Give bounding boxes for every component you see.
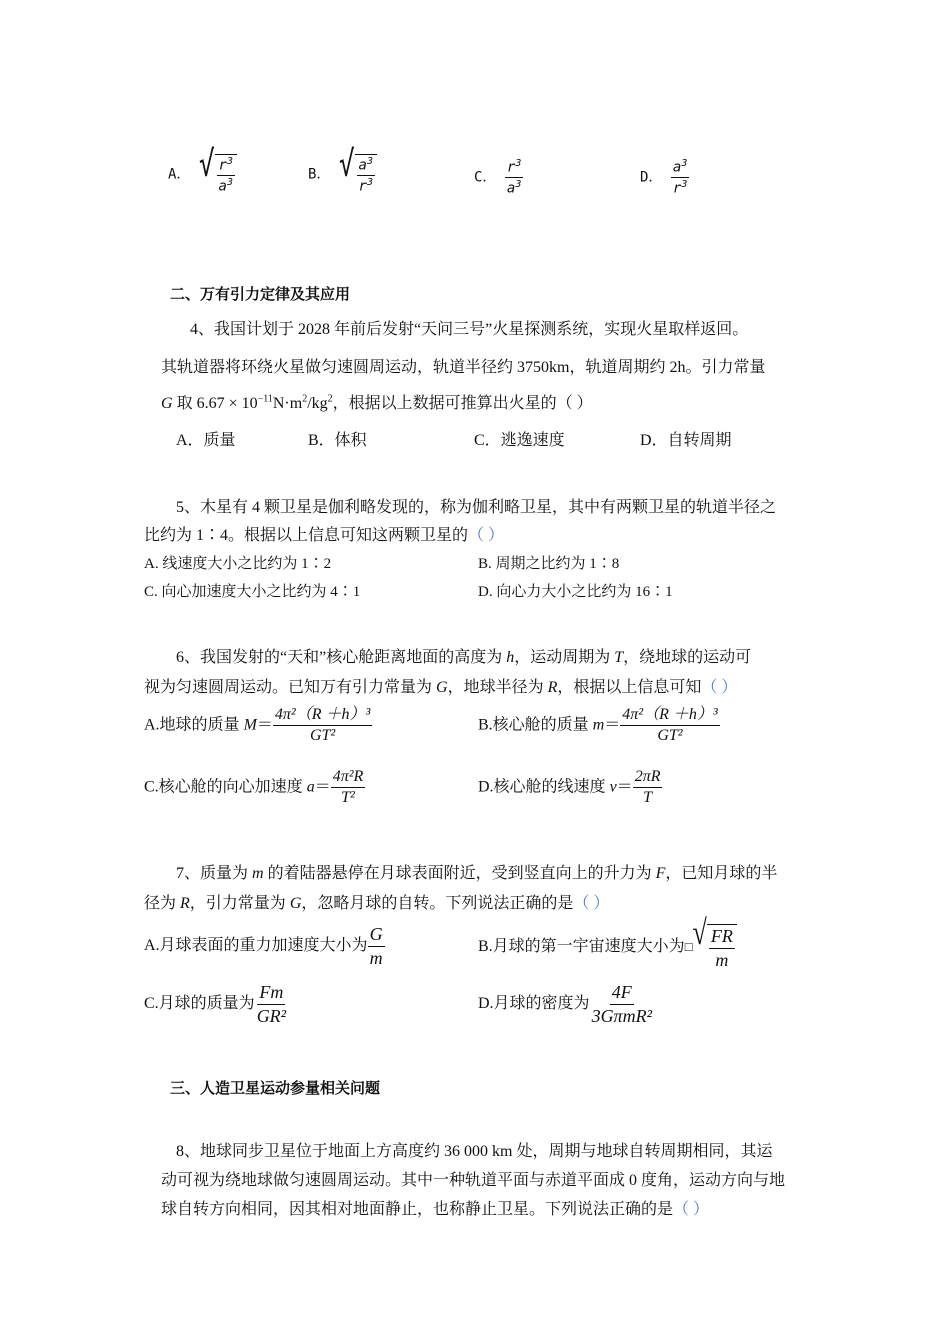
text: ，地球半径为 [447, 679, 548, 696]
denominator: GR² [256, 1005, 287, 1026]
numerator: r [218, 157, 227, 174]
q7-option-b [478, 913, 737, 970]
var-g: G [161, 395, 173, 412]
q6-line2 [144, 674, 737, 697]
exponent: 3 [515, 158, 522, 169]
option-label: C． [474, 169, 497, 186]
denominator: r [672, 180, 682, 197]
placeholder-box: □ [684, 938, 693, 954]
option-text: D.核心舱的线速度 [478, 778, 610, 796]
q7-line1 [176, 860, 777, 883]
exponent: 3 [515, 178, 522, 190]
denominator: T [643, 789, 653, 807]
fraction [590, 982, 654, 1026]
variable: a [306, 778, 315, 796]
section-2-title: 二、万有引力定律及其应用 [170, 285, 351, 303]
text: 取 6.67 × 10 [172, 395, 258, 412]
fraction [255, 982, 288, 1026]
var-r: R [547, 679, 558, 696]
numerator: r [506, 159, 516, 176]
text: ，忽略月球的自转。下列说法正确的是 [301, 895, 574, 912]
sqrt-expression: √ $\frac{FR}{m}$ [693, 924, 737, 970]
option-text: B.核心舱的质量 [478, 716, 593, 734]
q7-line2 [144, 890, 609, 913]
fraction [368, 924, 385, 968]
exponent: 3 [226, 176, 233, 188]
q4-line1: 4、我国计划于 2028 年前后发射“天问三号”火星探测系统，实现火星取样返回。 [190, 321, 749, 338]
q6-option-d: D.核心舱的线速度 v＝ $\frac{2\pi R}{T}$ [478, 768, 661, 807]
q5-option-a: A. 线速度大小之比约为 1∶2 [144, 556, 332, 572]
option-label: D． [640, 169, 663, 186]
option-text: A.地球的质量 [144, 716, 244, 734]
text: ，运动周期为 [514, 649, 615, 666]
q7-option-d [478, 982, 654, 1026]
q8-line1: 8、地球同步卫星位于地面上方高度约 36 000 km 处，周期与地球自转周期相同，其运 [176, 1143, 773, 1160]
denominator: GT² [657, 727, 683, 745]
var-g: G [436, 679, 448, 696]
denominator: GT² [309, 727, 336, 745]
q6-option-a: A.地球的质量 M＝ $\frac{\text{4π²（R ＋h）³}}{\text{GT²}}$ [144, 706, 371, 745]
exponent: 3 [226, 156, 233, 167]
exponent: 3 [366, 176, 373, 188]
option-text: C.月球的质量为 [144, 994, 255, 1012]
numerator: 4π²（R ＋h）³ [620, 706, 719, 726]
var-t: T [614, 649, 624, 666]
variable: M [243, 716, 257, 734]
q8-line3 [161, 1196, 709, 1219]
text: 视为匀速圆周运动。已知万有引力常量为 [144, 679, 437, 696]
q6-line1 [176, 644, 751, 667]
exponent: −11 [257, 393, 273, 405]
q6-option-c: C.核心舱的向心加速度 a＝ $\frac{\text{4π²R}}{\text{T²}}$ [144, 768, 364, 807]
answer-parenthesis: （ ） [673, 1201, 710, 1218]
var-r: R [180, 895, 190, 912]
text: 6、我国发射的“天和”核心舱距离地面的高度为 [176, 649, 507, 666]
exponent: 3 [681, 178, 688, 190]
numerator: 4π²R [331, 768, 366, 788]
option-text: A.月球表面的重力加速度大小为 [144, 936, 368, 954]
text: 7、质量为 [176, 865, 253, 882]
q6-option-b: B.核心舱的质量 m＝ $\frac{\text{4π²（R ＋h）³}}{\text{GT²}}$ [478, 706, 718, 745]
option-text: B.月球的第一宇宙速度大小为 [478, 937, 685, 955]
answer-parenthesis: （ ） [468, 527, 505, 544]
q5-line2 [144, 522, 504, 545]
q4-option-d: D．自转周期 [640, 432, 732, 449]
text: 球自转方向相同，因其相对地面静止，也称静止卫星。下列说法正确的是 [161, 1201, 674, 1218]
numerator: G [368, 924, 385, 947]
var-h: h [506, 649, 515, 666]
fraction [671, 158, 689, 197]
denominator: m [369, 947, 383, 968]
denominator: a [218, 178, 227, 195]
fraction [620, 706, 719, 746]
section-3-title: 三、人造卫星运动参量相关问题 [170, 1079, 381, 1097]
text: ，已知月球的半 [665, 865, 778, 882]
numerator: 2πR [633, 768, 663, 788]
q3-option-d [640, 158, 689, 197]
exponent: 3 [681, 158, 688, 169]
numerator: 4F [610, 982, 634, 1005]
denominator: 3GπmR² [591, 1005, 652, 1026]
q7-option-a [144, 924, 385, 968]
var-m: m [252, 865, 264, 882]
text: 径为 [144, 895, 181, 912]
numerator: 4π²（R ＋h）³ [273, 706, 372, 726]
text: ，绕地球的运动可 [623, 649, 752, 666]
numerator: a [358, 157, 367, 174]
denominator: m [715, 949, 729, 970]
text: ，引力常量为 [189, 895, 290, 912]
fraction [273, 706, 372, 746]
numerator: FR [709, 926, 735, 949]
fraction [505, 158, 523, 197]
denominator: a [506, 180, 516, 197]
q4-option-a: A．质量 [176, 432, 236, 449]
text: 的着陆器悬停在月球表面附近，受到竖直向上的升力为 [263, 865, 656, 882]
q5-line1: 5、木星有 4 颗卫星是伽利略发现的，称为伽利略卫星，其中有两颗卫星的轨道半径之 [176, 499, 777, 516]
q4-option-b: B．体积 [308, 432, 367, 449]
q3-option-c [474, 158, 523, 197]
text: N·m [272, 395, 303, 412]
q3-option-a [168, 144, 237, 195]
var-g: G [289, 895, 302, 912]
variable: v [609, 778, 617, 796]
option-text: C.核心舱的向心加速度 [144, 778, 307, 796]
text: ，根据以上信息可知 [557, 679, 702, 696]
q5-option-c: C. 向心加速度大小之比约为 4∶1 [144, 584, 361, 600]
q5-option-b: B. 周期之比约为 1∶8 [478, 556, 620, 572]
fraction [331, 768, 366, 808]
q8-line2: 动可视为绕地球做匀速圆周运动。其中一种轨道平面与赤道平面成 0 度角，运动方向与地 [161, 1172, 786, 1189]
option-label: A． [168, 166, 191, 183]
variable: m [592, 716, 605, 734]
q4-option-c: C．逃逸速度 [474, 432, 565, 449]
denominator: r [358, 178, 367, 195]
text: /kg [307, 395, 328, 412]
exponent: 3 [366, 156, 373, 167]
text: 比约为 1∶4。根据以上信息可知这两颗卫星的 [144, 527, 469, 544]
q4-line2: 其轨道器将环绕火星做匀速圆周运动，轨道半径约 3750km，轨道周期约 2h。引力常量 [161, 359, 766, 376]
fraction [633, 768, 663, 808]
numerator: a [672, 159, 682, 176]
answer-parenthesis: （ ） [573, 895, 610, 912]
q3-option-b [308, 144, 377, 195]
denominator: T² [341, 789, 355, 807]
var-f: F [655, 865, 666, 882]
sqrt-expression: √ $\frac{a^3}{r^3}$ [339, 154, 377, 195]
exponent: 2 [327, 393, 333, 405]
q4-line3 [161, 390, 593, 413]
numerator: Fm [257, 982, 285, 1005]
text: ，根据以上数据可推算出火星的（ ） [332, 395, 593, 412]
exponent: 2 [302, 393, 308, 405]
q5-option-d: D. 向心力大小之比约为 16∶1 [478, 584, 673, 600]
option-label: B． [308, 166, 331, 183]
sqrt-expression: √ $\frac{r^3}{a^3}$ [199, 154, 237, 195]
q7-option-c [144, 982, 288, 1026]
option-text: D.月球的密度为 [478, 994, 590, 1012]
answer-parenthesis: （ ） [701, 679, 738, 696]
